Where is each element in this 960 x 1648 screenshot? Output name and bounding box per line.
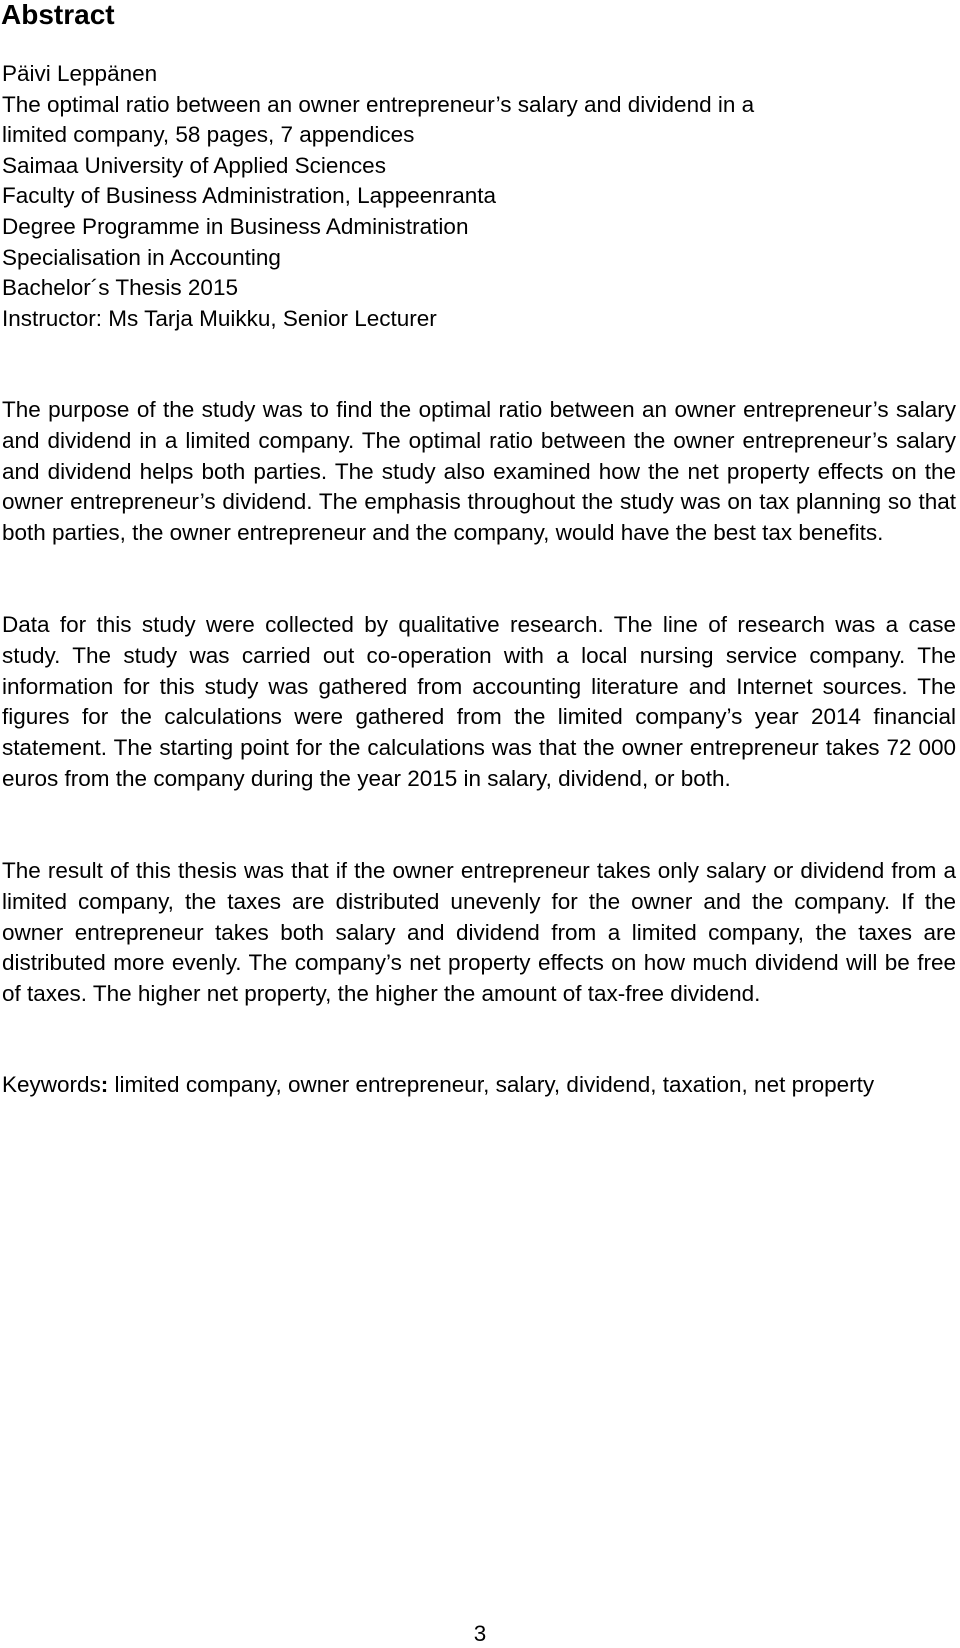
thesis-metadata — [2, 59, 952, 334]
keywords-text: limited company, owner entrepreneur, salary, dividend, taxation, net property — [108, 1072, 875, 1097]
page-number: 3 — [473, 1621, 487, 1646]
university: Saimaa University of Applied Sciences — [2, 152, 386, 178]
thesis-title-line-2: limited company, 58 pages, 7 appendices — [2, 122, 415, 148]
author-name: Päivi Leppänen — [2, 61, 158, 86]
thesis-type-year: Bachelor´s Thesis 2015 — [2, 275, 238, 301]
keywords-colon: : — [100, 1072, 109, 1097]
abstract-heading: Abstract — [1, 0, 115, 30]
abstract-paragraph-purpose: The purpose of the study was to find the optimal ratio between an owner entrepreneur’s salary and dividend in a limited company. The optimal ratio between the owner entrepreneur’s salary and dividend helps both parties. The study also examined how the net property effects on the owner entrepreneur’s dividend. The emphasis throughout the study was on tax planning so that both parties, the owner entrepreneur and the company, would have the best tax benefits. — [2, 397, 956, 546]
thesis-title-line-1: The optimal ratio between an owner entrepreneur’s salary and dividend in a — [2, 91, 755, 117]
faculty: Faculty of Business Administration, Lappeenranta — [2, 183, 497, 209]
specialisation: Specialisation in Accounting — [2, 244, 281, 270]
keywords — [2, 1070, 956, 1101]
abstract-paragraph-data: Data for this study were collected by qualitative research. The line of research was a case study. The study was carried out co-operation with a local nursing service company. The information for this study was gathered from accounting literature and Internet sources. The figures for the calculations were gathered from the limited company’s year 2014 financial statement. The starting point for the calculations was that the owner entrepreneur takes 72 000 euros from the company during the year 2015 in salary, dividend, or both. — [2, 612, 956, 791]
keywords-label: Keywords — [2, 1072, 101, 1097]
degree-programme: Degree Programme in Business Administration — [2, 213, 469, 239]
abstract-paragraph-result: The result of this thesis was that if the owner entrepreneur takes only salary or dividend from a limited company, the taxes are distributed unevenly for the owner and the company. If the owner entrepreneur takes both salary and dividend from a limited company, the taxes are distributed more evenly. The company’s net property effects on how much dividend will be free of taxes. The higher net property, the higher the amount of tax-free dividend. — [2, 858, 956, 1007]
instructor: Instructor: Ms Tarja Muikku, Senior Lecturer — [2, 305, 437, 331]
